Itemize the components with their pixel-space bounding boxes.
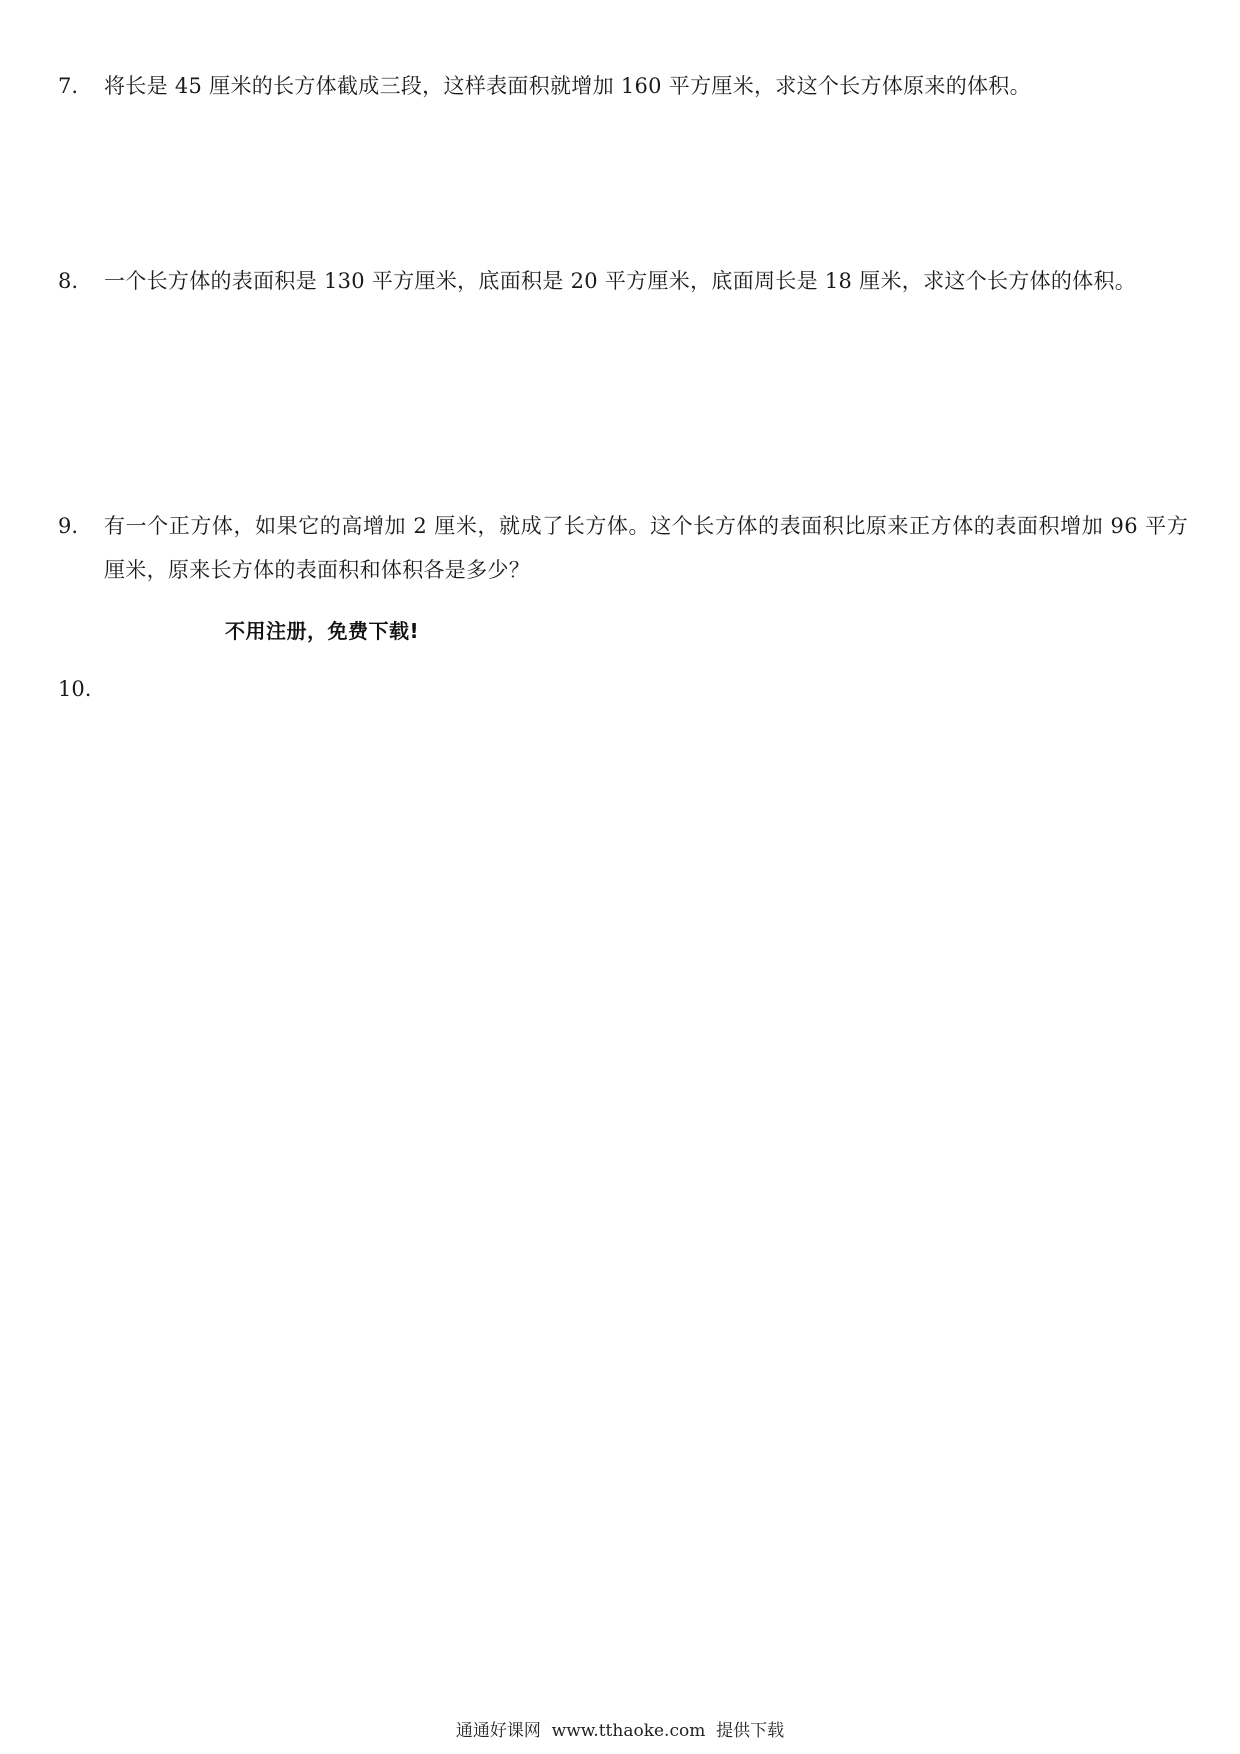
question-7	[58, 64, 1188, 108]
question-text: 将长是 45 厘米的长方体截成三段，这样表面积就增加 160 平方厘米，求这个长方体原来的体积。	[104, 74, 1031, 98]
question-number: 10.	[58, 677, 92, 701]
question-number: 7.	[58, 74, 79, 98]
page-footer: 通通好课网 www.tthaoke.com 提供下载	[455, 1721, 785, 1741]
question-text: 一个长方体的表面积是 130 平方厘米，底面积是 20 平方厘米，底面周长是 18 厘米，求这个长方体的体积。	[104, 269, 1137, 293]
question-number: 9.	[58, 514, 79, 538]
question-8	[58, 259, 1188, 303]
question-9	[58, 504, 1188, 592]
question-text: 有一个正方体，如果它的高增加 2 厘米，就成了长方体。这个长方体的表面积比原来正方体的表面积增加 96 平方厘米，原来长方体的表面积和体积各是多少？	[104, 514, 1188, 582]
promo-text: 不用注册，免费下载!	[225, 619, 420, 643]
question-number: 8.	[58, 269, 79, 293]
